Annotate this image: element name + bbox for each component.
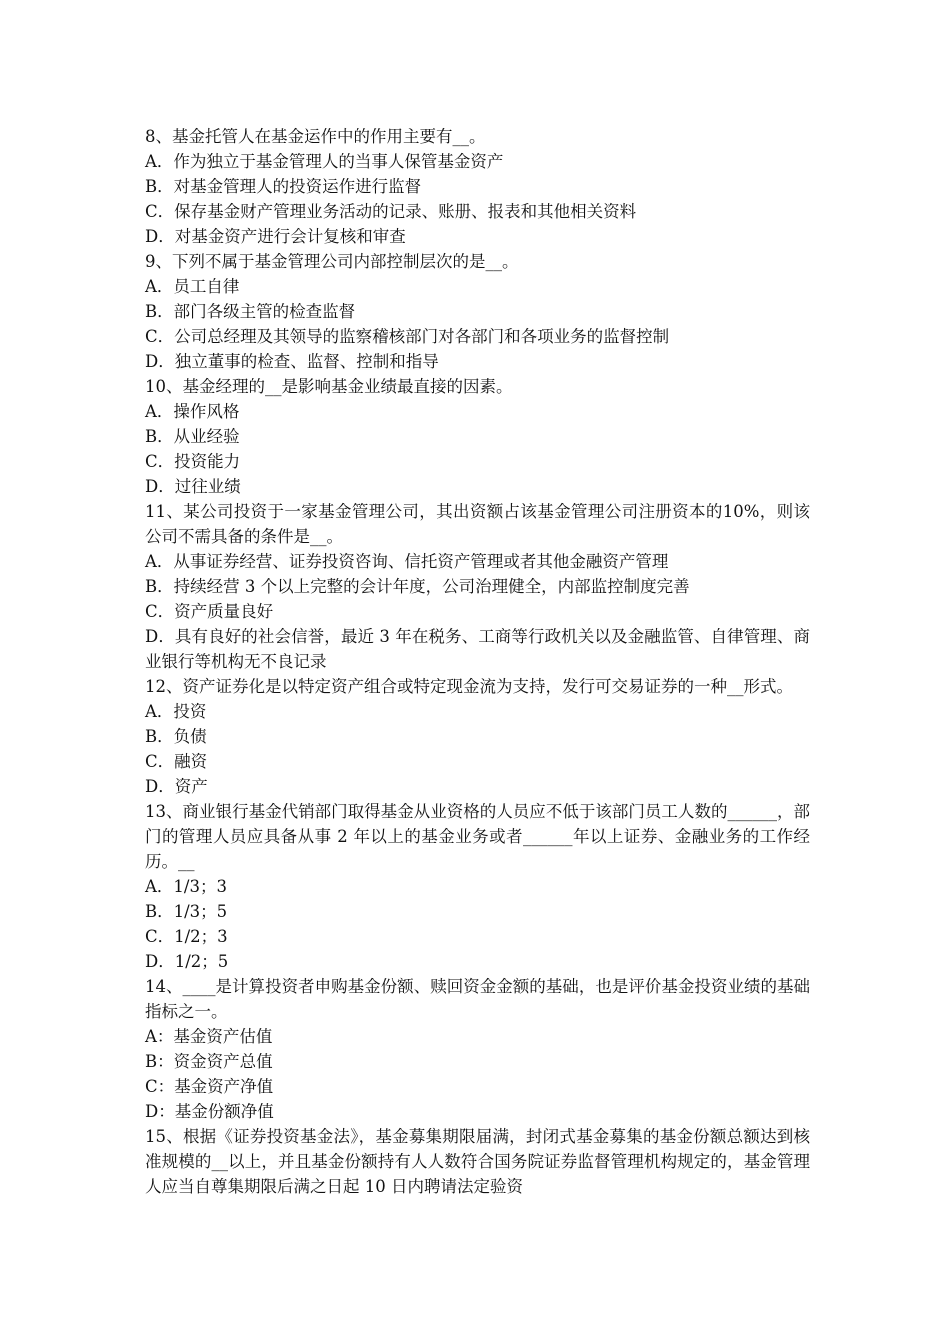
question-14-stem: 14、____是计算投资者申购基金份额、赎回资金金额的基础，也是评价基金投资业绩的基础指标之一。 [145, 977, 810, 1021]
question-9-option-c: C．公司总经理及其领导的监察稽核部门对各部门和各项业务的监督控制 [145, 327, 670, 346]
question-10-option-b: B．从业经验 [145, 427, 240, 446]
question-14-option-c: C：基金资产净值 [145, 1077, 274, 1096]
question-8-option-d: D．对基金资产进行会计复核和审查 [145, 227, 406, 246]
question-8-option-a: A．作为独立于基金管理人的当事人保管基金资产 [145, 152, 504, 171]
question-15-stem: 15、根据《证券投资基金法》，基金募集期限届满，封闭式基金募集的基金份额总额达到核准规模的__以上，并且基金份额持有人人数符合国务院证券监督管理机构规定的，基金管理人应当自尊集期限后满之日起 10 日内聘请法定验资 [145, 1127, 810, 1196]
question-10-option-d: D．过往业绩 [145, 477, 241, 496]
question-11-option-c: C．资产质量良好 [145, 602, 274, 621]
question-10-stem: 10、基金经理的__是影响基金业绩最直接的因素。 [145, 377, 513, 396]
question-12-option-b: B．负债 [145, 727, 207, 746]
question-14-option-a: A：基金资产估值 [145, 1027, 273, 1046]
question-13-option-a: A．1/3；3 [145, 877, 227, 896]
question-9-stem: 9、下列不属于基金管理公司内部控制层次的是__。 [145, 252, 519, 271]
question-8-option-b: B．对基金管理人的投资运作进行监督 [145, 177, 422, 196]
question-13-option-d: D．1/2；5 [145, 952, 229, 971]
question-14-option-b: B：资金资产总值 [145, 1052, 273, 1071]
question-11-stem: 11、某公司投资于一家基金管理公司，其出资额占该基金管理公司注册资本的10%，则该公司不需具备的条件是__。 [145, 502, 810, 546]
question-11-option-d: D．具有良好的社会信誉，最近 3 年在税务、工商等行政机关以及金融监管、自律管理、商业银行等机构无不良记录 [145, 627, 810, 671]
document-page [145, 124, 810, 1199]
question-10-option-a: A．操作风格 [145, 402, 240, 421]
question-10-option-c: C．投资能力 [145, 452, 241, 471]
question-9-option-b: B．部门各级主管的检查监督 [145, 302, 356, 321]
question-13-option-c: C．1/2；3 [145, 927, 228, 946]
question-12-option-d: D．资产 [145, 777, 208, 796]
question-8-option-c: C．保存基金财产管理业务活动的记录、账册、报表和其他相关资料 [145, 202, 637, 221]
question-13-stem: 13、商业银行基金代销部门取得基金从业资格的人员应不低于该部门员工人数的______，部门的管理人员应具备从事 2 年以上的基金业务或者______年以上证券、金融业务的工作经历。__ [145, 802, 810, 871]
question-12-option-c: C．融资 [145, 752, 208, 771]
question-12-option-a: A．投资 [145, 702, 207, 721]
question-9-option-d: D．独立董事的检查、监督、控制和指导 [145, 352, 439, 371]
question-14-option-d: D：基金份额净值 [145, 1102, 274, 1121]
question-8-stem: 8、基金托管人在基金运作中的作用主要有__。 [145, 127, 486, 146]
question-13-option-b: B．1/3；5 [145, 902, 228, 921]
question-9-option-a: A．员工自律 [145, 277, 240, 296]
question-12-stem: 12、资产证券化是以特定资产组合或特定现金流为支持，发行可交易证券的一种__形式。 [145, 677, 793, 696]
question-11-option-a: A．从事证券经营、证券投资咨询、信托资产管理或者其他金融资产管理 [145, 552, 669, 571]
question-11-option-b: B．持续经营 3 个以上完整的会计年度，公司治理健全，内部监控制度完善 [145, 577, 690, 596]
